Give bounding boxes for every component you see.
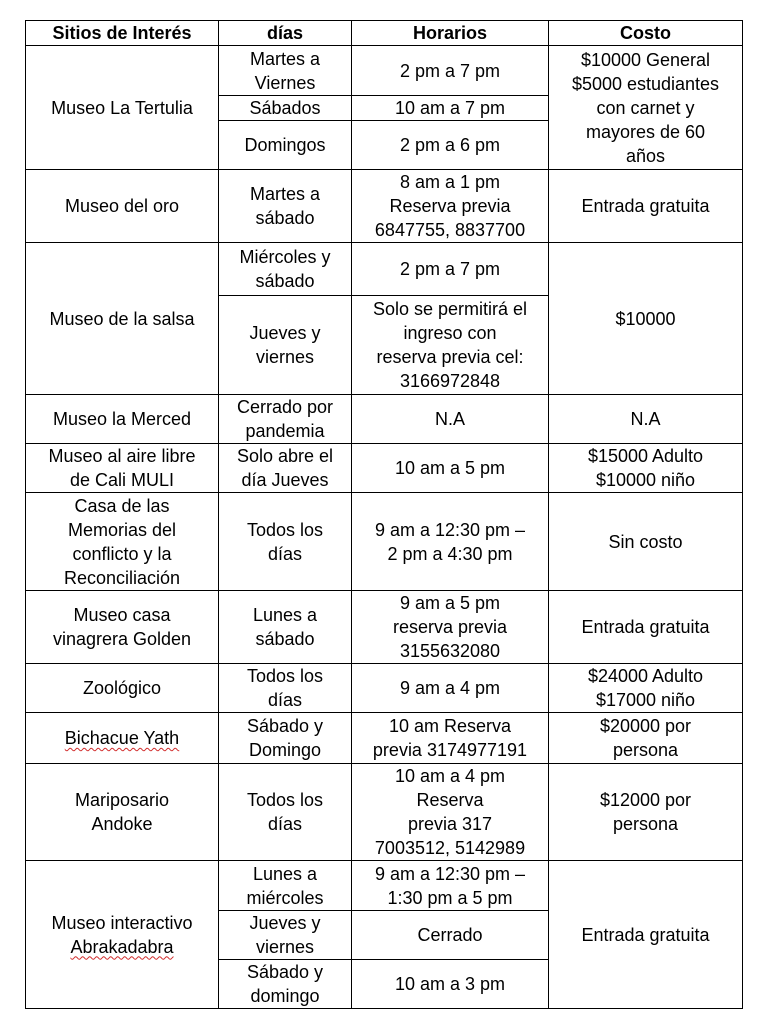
hours-cell: 9 am a 4 pm [352, 664, 549, 713]
days-cell: Solo abre el día Jueves [219, 444, 352, 493]
cost-cell: Entrada gratuita [549, 861, 743, 1009]
cost-cell: Entrada gratuita [549, 170, 743, 243]
days-cell: Sábados [219, 96, 352, 121]
site-name: Museo al aire libre de Cali MULI [26, 444, 219, 493]
table-row [26, 46, 743, 96]
hours-cell: 2 pm a 7 pm [352, 46, 549, 96]
days-cell: Domingos [219, 121, 352, 170]
header-row [26, 21, 743, 46]
hours-cell: 10 am a 7 pm [352, 96, 549, 121]
cost-cell: $10000 General $5000 estudiantes con carnet y mayores de 60 años [549, 46, 743, 170]
table-row [26, 444, 743, 493]
table-row [26, 170, 743, 243]
table-row [26, 243, 743, 296]
days-cell: Lunes a miércoles [219, 861, 352, 911]
cost-cell: $12000 por persona [549, 764, 743, 861]
header-cost: Costo [549, 21, 743, 46]
site-name: Museo casa vinagrera Golden [26, 591, 219, 664]
table-row [26, 713, 743, 764]
cost-cell: $15000 Adulto $10000 niño [549, 444, 743, 493]
hours-cell: Solo se permitirá el ingreso con reserva previa cel: 3166972848 [352, 296, 549, 395]
table-row [26, 861, 743, 911]
days-cell: Jueves y viernes [219, 911, 352, 960]
site-name: Mariposario Andoke [26, 764, 219, 861]
days-cell: Sábado y domingo [219, 960, 352, 1009]
days-cell: Martes a sábado [219, 170, 352, 243]
site-name: Museo de la salsa [26, 243, 219, 395]
table-row [26, 764, 743, 861]
site-name: Zoológico [26, 664, 219, 713]
site-name [26, 861, 219, 1009]
site-name: Museo del oro [26, 170, 219, 243]
header-days: días [219, 21, 352, 46]
hours-cell: N.A [352, 395, 549, 444]
days-cell: Martes a Viernes [219, 46, 352, 96]
header-sites: Sitios de Interés [26, 21, 219, 46]
hours-cell: 9 am a 12:30 pm – 1:30 pm a 5 pm [352, 861, 549, 911]
cost-cell: Sin costo [549, 493, 743, 591]
museum-schedule-table [25, 20, 743, 1009]
days-cell: Jueves y viernes [219, 296, 352, 395]
days-cell: Todos los días [219, 764, 352, 861]
hours-cell: 9 am a 12:30 pm – 2 pm a 4:30 pm [352, 493, 549, 591]
header-hours: Horarios [352, 21, 549, 46]
hours-cell: 8 am a 1 pm Reserva previa 6847755, 8837700 [352, 170, 549, 243]
hours-cell: 10 am a 3 pm [352, 960, 549, 1009]
days-cell: Sábado y Domingo [219, 713, 352, 764]
table-row [26, 493, 743, 591]
site-name-text: Bichacue Yath [64, 728, 180, 748]
hours-cell: 2 pm a 7 pm [352, 243, 549, 296]
hours-cell: Cerrado [352, 911, 549, 960]
hours-cell: 9 am a 5 pm reserva previa 3155632080 [352, 591, 549, 664]
hours-cell: 2 pm a 6 pm [352, 121, 549, 170]
cost-cell: Entrada gratuita [549, 591, 743, 664]
days-cell: Lunes a sábado [219, 591, 352, 664]
days-cell: Todos los días [219, 664, 352, 713]
site-name [26, 713, 219, 764]
cost-cell: N.A [549, 395, 743, 444]
hours-cell: 10 am Reserva previa 3174977191 [352, 713, 549, 764]
cost-cell: $24000 Adulto $17000 niño [549, 664, 743, 713]
table-row [26, 395, 743, 444]
site-name: Museo la Merced [26, 395, 219, 444]
cost-cell: $10000 [549, 243, 743, 395]
site-name: Casa de las Memorias del conflicto y la Reconciliación [26, 493, 219, 591]
hours-cell: 10 am a 5 pm [352, 444, 549, 493]
site-name-line2: Abrakadabra [70, 936, 174, 957]
site-name: Museo La Tertulia [26, 46, 219, 170]
days-cell: Miércoles y sábado [219, 243, 352, 296]
hours-cell: 10 am a 4 pm Reserva previa 317 7003512, 5142989 [352, 764, 549, 861]
days-cell: Todos los días [219, 493, 352, 591]
cost-cell: $20000 por persona [549, 713, 743, 764]
table-row [26, 591, 743, 664]
table-row [26, 664, 743, 713]
site-name-line1: Museo interactivo [51, 912, 193, 933]
days-cell: Cerrado por pandemia [219, 395, 352, 444]
